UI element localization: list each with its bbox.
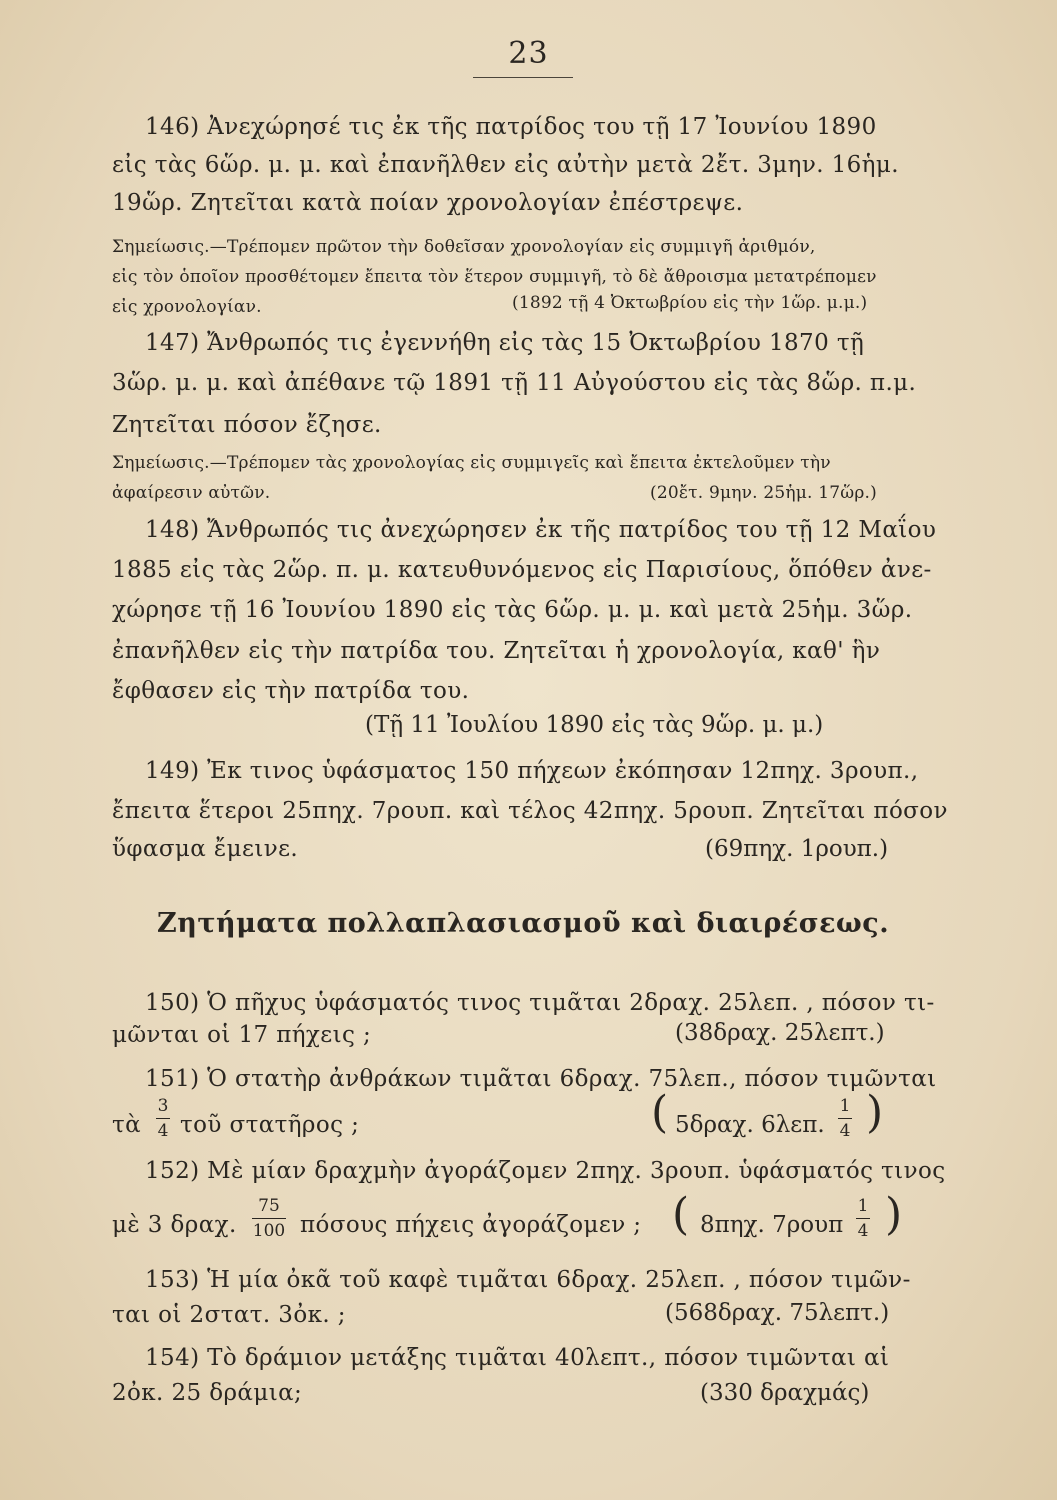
problem-147-line-1: 147) Ἄνθρωπός τις ἐγεννήθη εἰς τὰς 15 Ὀκτωβρίου 1870 τῇ (145, 330, 865, 356)
problem-150-line-2: μῶνται οἱ 17 πήχεις ; (112, 1022, 372, 1048)
problem-151-answer-fraction (838, 1096, 852, 1141)
fraction-denominator: 100 (252, 1221, 286, 1241)
section-heading: Ζητήματα πολλαπλασιασμοῦ καὶ διαιρέσεως. (157, 908, 890, 939)
problem-152-answer-fraction (856, 1196, 870, 1241)
problem-149-line-1: 149) Ἐκ τινος ὑφάσματος 150 πήχεων ἐκόπησαν 12πηχ. 3ρουπ., (145, 758, 919, 784)
problem-147-line-3: Ζητεῖται πόσον ἔζησε. (112, 412, 382, 438)
problem-148-line-3: χώρησε τῇ 16 Ἰουνίου 1890 εἰς τὰς 6ὥρ. μ. μ. καὶ μετὰ 25ἡμ. 3ὥρ. (112, 597, 913, 623)
problem-148-line-4: ἐπανῆλθεν εἰς τὴν πατρίδα του. Ζητεῖται ἡ χρονολογία, καθ' ἣν (112, 638, 881, 664)
problem-150-line-1: 150) Ὁ πῆχυς ὑφάσματός τινος τιμᾶται 2δραχ. 25λεπ. , πόσον τι- (145, 990, 935, 1016)
problem-147-line-2: 3ὥρ. μ. μ. καὶ ἀπέθανε τῷ 1891 τῇ 11 Αὐγούστου εἰς τὰς 8ὥρ. π.μ. (112, 370, 917, 396)
problem-149-answer: (69πηχ. 1ρουπ.) (705, 836, 889, 862)
fraction-numerator: 1 (857, 1196, 869, 1216)
problem-153-line-1: 153) Ἡ μία ὀκᾶ τοῦ καφὲ τιμᾶται 6δραχ. 25λεπ. , πόσον τιμῶν- (145, 1267, 911, 1293)
fraction-bar (838, 1118, 852, 1119)
fraction-denominator: 4 (857, 1221, 869, 1241)
fraction-numerator: 75 (258, 1196, 280, 1216)
problem-151-line-2b: τοῦ στατῆρος ; (180, 1112, 360, 1138)
fraction-bar (856, 1218, 870, 1219)
problem-148-line-5: ἔφθασεν εἰς τὴν πατρίδα του. (112, 678, 470, 704)
problem-146-note-1: Σημείωσις.—Τρέπομεν πρῶτον τὴν δοθεῖσαν χρονολογίαν εἰς συμμιγῆ ἀριθμόν, (112, 237, 816, 257)
problem-146-answer: (1892 τῇ 4 Ὀκτωβρίου εἰς τὴν 1ὥρ. μ.μ.) (512, 293, 868, 313)
problem-152-answer: 8πηχ. 7ρουπ (700, 1212, 844, 1238)
fraction-numerator: 3 (157, 1096, 169, 1116)
problem-147-answer: (20ἔτ. 9μην. 25ἡμ. 17ὥρ.) (650, 483, 877, 503)
answer-close-paren: ) (866, 1087, 884, 1138)
problem-152-line-2a: μὲ 3 δραχ. (112, 1212, 237, 1238)
problem-148-answer: (Τῇ 11 Ἰουλίου 1890 εἰς τὰς 9ὥρ. μ. μ.) (365, 712, 824, 738)
problem-154-answer: (330 δραχμάς) (700, 1380, 870, 1406)
problem-148-line-2: 1885 εἰς τὰς 2ὥρ. π. μ. κατευθυνόμενος εἰς Παρισίους, ὅπόθεν ἀνε- (112, 557, 932, 583)
page-number: 23 (508, 36, 549, 71)
problem-154-line-2: 2ὀκ. 25 δράμια; (112, 1380, 303, 1406)
answer-open-paren: ( (672, 1189, 690, 1240)
problem-153-line-2: ται οἱ 2στατ. 3ὀκ. ; (112, 1302, 346, 1328)
problem-146-note-3: εἰς χρονολογίαν. (112, 297, 262, 317)
fraction-denominator: 4 (157, 1121, 169, 1141)
problem-146-line-3: 19ὥρ. Ζητεῖται κατὰ ποίαν χρονολογίαν ἐπέστρεψε. (112, 190, 744, 216)
problem-150-answer: (38δραχ. 25λεπτ.) (675, 1020, 885, 1046)
answer-open-paren: ( (651, 1087, 669, 1138)
problem-152-line-2b: πόσους πήχεις ἀγοράζομεν ; (300, 1212, 642, 1238)
problem-151-line-2a: τὰ (112, 1112, 142, 1138)
problem-146-line-2: εἰς τὰς 6ὥρ. μ. μ. καὶ ἐπανῆλθεν εἰς αὐτὴν μετὰ 2ἔτ. 3μην. 16ἡμ. (112, 152, 899, 178)
problem-152-fraction (252, 1196, 286, 1241)
header-rule (473, 77, 573, 78)
fraction-denominator: 4 (839, 1121, 851, 1141)
problem-149-line-2: ἔπειτα ἕτεροι 25πηχ. 7ρουπ. καὶ τέλος 42πηχ. 5ρουπ. Ζητεῖται πόσον (112, 798, 948, 824)
problem-146-line-1: 146) Ἀνεχώρησέ τις ἐκ τῆς πατρίδος του τῇ 17 Ἰουνίου 1890 (145, 114, 877, 140)
problem-153-answer: (568δραχ. 75λεπτ.) (665, 1300, 890, 1326)
problem-152-line-1: 152) Μὲ μίαν δραχμὴν ἀγοράζομεν 2πηχ. 3ρουπ. ὑφάσματός τινος (145, 1158, 946, 1184)
fraction-numerator: 1 (839, 1096, 851, 1116)
answer-close-paren: ) (885, 1189, 903, 1240)
problem-147-note-2: ἀφαίρεσιν αὐτῶν. (112, 483, 271, 503)
problem-147-note-1: Σημείωσις.—Τρέπομεν τὰς χρονολογίας εἰς συμμιγεῖς καὶ ἔπειτα ἐκτελοῦμεν τὴν (112, 453, 831, 473)
problem-146-note-2: εἰς τὸν ὁποῖον προσθέτομεν ἔπειτα τὸν ἕτερον συμμιγῆ, τὸ δὲ ἄθροισμα μετατρέπομεν (112, 267, 877, 287)
fraction-bar (252, 1218, 286, 1219)
fraction-bar (156, 1118, 170, 1119)
problem-154-line-1: 154) Τὸ δράμιον μετάξης τιμᾶται 40λεπτ., πόσον τιμῶνται αἱ (145, 1345, 890, 1371)
problem-149-line-3: ὕφασμα ἔμεινε. (112, 836, 299, 862)
problem-148-line-1: 148) Ἄνθρωπός τις ἀνεχώρησεν ἐκ τῆς πατρίδος του τῇ 12 Μαΐου (145, 517, 937, 543)
problem-151-fraction (156, 1096, 170, 1141)
problem-151-line-1: 151) Ὁ στατὴρ ἀνθράκων τιμᾶται 6δραχ. 75λεπ., πόσον τιμῶνται (145, 1066, 937, 1092)
problem-151-answer: 5δραχ. 6λεπ. (675, 1112, 825, 1138)
